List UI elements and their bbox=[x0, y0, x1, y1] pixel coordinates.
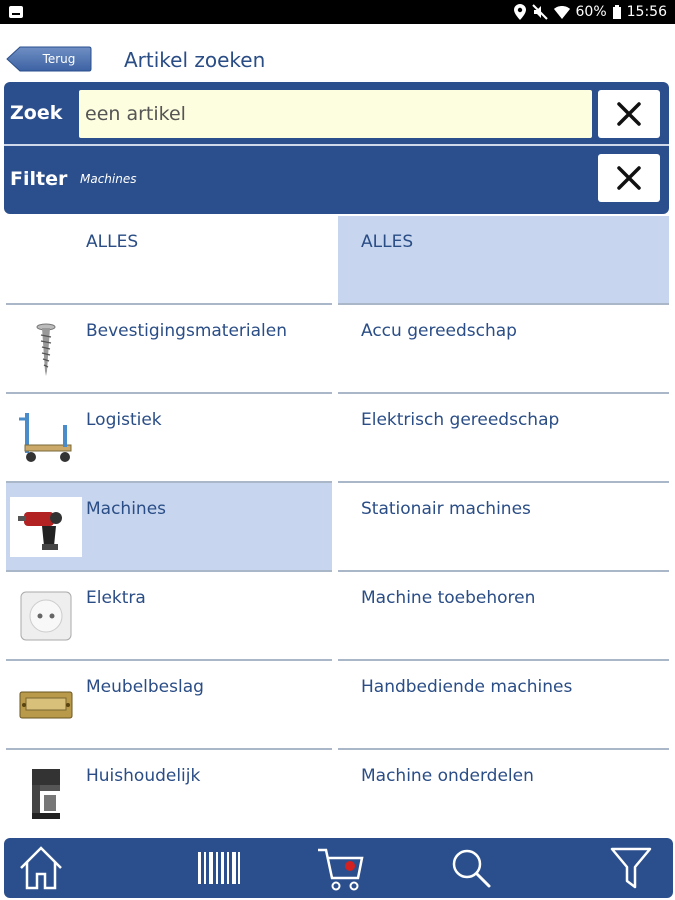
battery-percent: 60% bbox=[575, 4, 607, 20]
coffee-machine-icon bbox=[10, 764, 82, 824]
mute-icon bbox=[532, 4, 548, 20]
panel-divider bbox=[4, 144, 669, 146]
category-label: Logistiek bbox=[86, 410, 162, 430]
category-item-bevestigingsmaterialen[interactable] bbox=[6, 305, 332, 394]
status-bar bbox=[0, 0, 675, 24]
search-label: Zoek bbox=[10, 102, 63, 124]
barcode-icon bbox=[196, 850, 242, 886]
subcategory-item-accu-gereedschap[interactable] bbox=[338, 305, 669, 394]
filter-icon bbox=[609, 845, 653, 891]
location-icon bbox=[514, 4, 526, 20]
category-label: Bevestigingsmaterialen bbox=[86, 321, 288, 341]
subcategory-item-alles[interactable] bbox=[338, 216, 669, 305]
search-input[interactable] bbox=[79, 90, 592, 138]
subcategory-label: ALLES bbox=[361, 232, 414, 252]
category-item-huishoudelijk[interactable] bbox=[6, 750, 332, 832]
handle-icon bbox=[10, 675, 82, 735]
category-label: Machines bbox=[86, 499, 167, 519]
home-button[interactable] bbox=[6, 838, 76, 898]
subcategory-label: Handbediende machines bbox=[361, 677, 573, 697]
subcategory-item-stationair-machines[interactable] bbox=[338, 483, 669, 572]
filter-label: Filter bbox=[10, 168, 68, 190]
category-label: ALLES bbox=[86, 232, 139, 252]
category-label: Huishoudelijk bbox=[86, 766, 201, 786]
category-item-elektra[interactable] bbox=[6, 572, 332, 661]
filter-button[interactable] bbox=[596, 838, 666, 898]
screw-icon bbox=[10, 319, 82, 379]
search-panel bbox=[4, 82, 669, 214]
cart-button[interactable] bbox=[306, 838, 376, 898]
drill-icon bbox=[10, 497, 82, 557]
close-icon bbox=[615, 100, 643, 128]
close-icon bbox=[615, 164, 643, 192]
page-title: Artikel zoeken bbox=[124, 48, 266, 72]
wifi-icon bbox=[554, 5, 570, 19]
battery-icon bbox=[613, 5, 621, 19]
clear-search-button[interactable] bbox=[598, 90, 660, 138]
subcategory-label: Stationair machines bbox=[361, 499, 531, 519]
app-notification-icon bbox=[8, 4, 24, 20]
category-item-logistiek[interactable] bbox=[6, 394, 332, 483]
cart-icon bbox=[316, 844, 366, 892]
subcategory-item-handbediende-machines[interactable] bbox=[338, 661, 669, 750]
subcategory-label: Elektrisch gereedschap bbox=[361, 410, 560, 430]
filter-value: Machines bbox=[80, 172, 137, 186]
subcategory-label: Accu gereedschap bbox=[361, 321, 517, 341]
category-item-machines[interactable] bbox=[6, 483, 332, 572]
search-button[interactable] bbox=[436, 838, 506, 898]
socket-icon bbox=[10, 586, 82, 646]
status-icons bbox=[514, 0, 667, 24]
subcategory-label: Machine onderdelen bbox=[361, 766, 534, 786]
search-icon bbox=[449, 846, 493, 890]
bottom-nav bbox=[4, 838, 673, 898]
scan-button[interactable] bbox=[184, 838, 254, 898]
clear-filter-button[interactable] bbox=[598, 154, 660, 202]
subcategory-list bbox=[338, 216, 669, 832]
category-item-meubelbeslag[interactable] bbox=[6, 661, 332, 750]
trolley-icon bbox=[10, 408, 82, 468]
back-button-label: Terug bbox=[42, 52, 76, 66]
back-button[interactable] bbox=[6, 46, 92, 72]
subcategory-label: Machine toebehoren bbox=[361, 588, 536, 608]
clock: 15:56 bbox=[626, 4, 667, 20]
subcategory-item-machine-onderdelen[interactable] bbox=[338, 750, 669, 832]
category-list bbox=[6, 216, 332, 832]
category-label: Meubelbeslag bbox=[86, 677, 204, 697]
subcategory-item-machine-toebehoren[interactable] bbox=[338, 572, 669, 661]
header bbox=[0, 24, 675, 82]
category-label: Elektra bbox=[86, 588, 146, 608]
category-item-alles[interactable] bbox=[6, 216, 332, 305]
subcategory-item-elektrisch-gereedschap[interactable] bbox=[338, 394, 669, 483]
home-icon bbox=[17, 844, 65, 892]
